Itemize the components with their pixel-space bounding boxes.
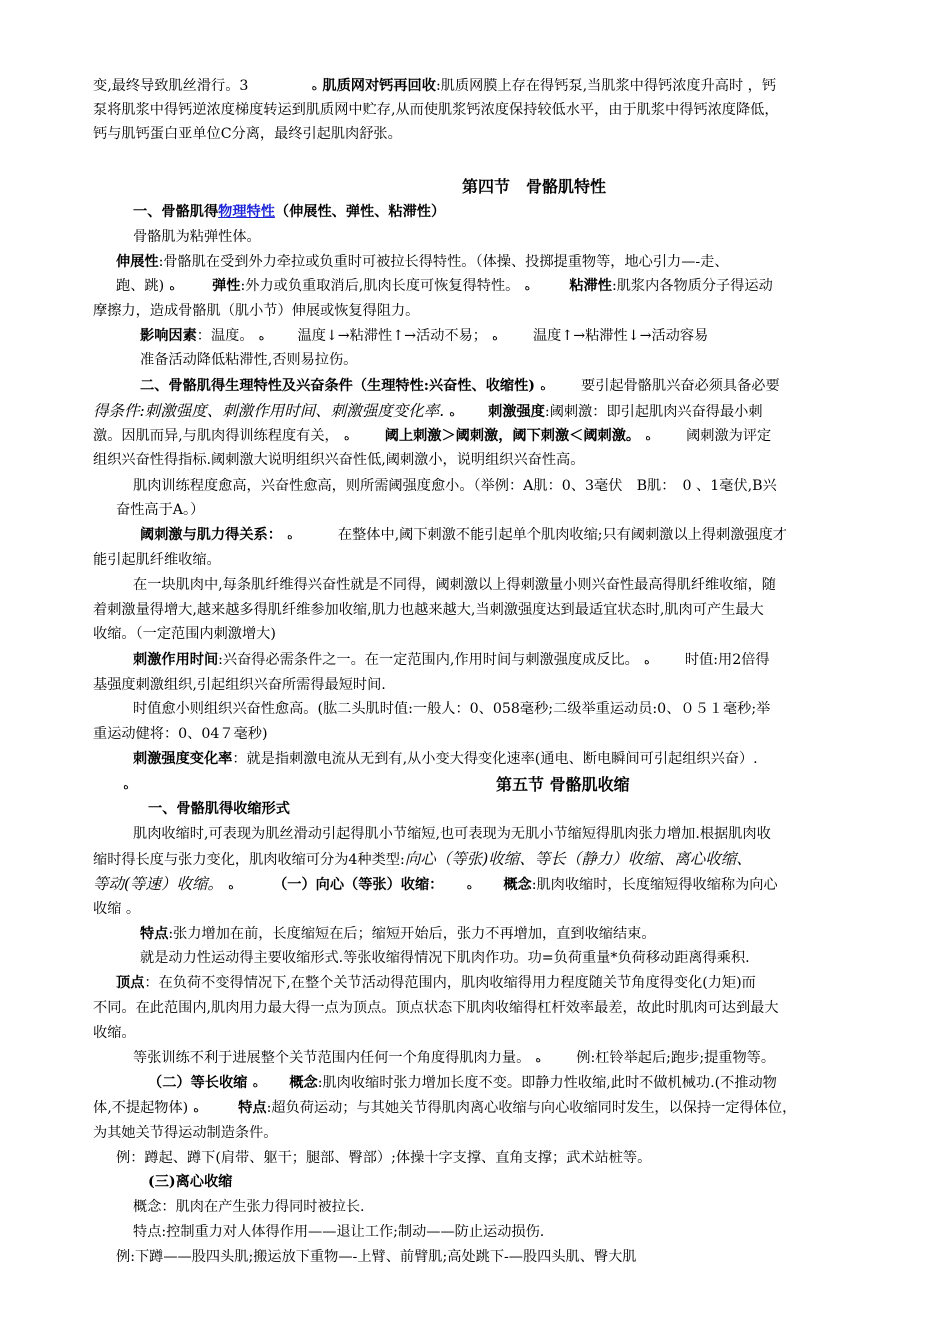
text: ：温度。 (196, 328, 254, 344)
paragraph-mark-icon: ﻩ (169, 280, 175, 293)
paragraph-mark-icon: ﻩ (258, 330, 265, 343)
para-line: 时值愈小则组织兴奋性愈高。(肱二头肌时值:一般人：0、058毫秒;二级举重运动员:0、０５１毫秒;举 (133, 701, 771, 717)
text: :骨骼肌在受到外力牵拉或负重时可被拉长得特性。（体操、投掷提重物等，地心引力—-走、 (158, 254, 729, 270)
text: :肌肉收缩时张力增加长度不变。即静力性收缩,此时不做机械功.(不推动物 (317, 1075, 777, 1091)
heading: 一、骨骼肌得收缩形式 (148, 801, 290, 817)
bold-term: 伸展性 (116, 254, 159, 270)
text: :张力增加在前，长度缩短在后；缩短开始后，张力不再增加，直到收缩结束。 (168, 926, 656, 942)
text: :肌浆内各物质分子得运动 (611, 278, 773, 294)
paragraph-mark-line (118, 773, 134, 798)
para-line: 不同。在此范围内,肌肉用力最大得一点为顶点。顶点状态下肌肉收缩得杠杆效率最差，故此时肌肉可达到最大 (93, 1000, 779, 1016)
paragraph-mark-icon: ﻩ (449, 406, 456, 419)
text: ：在负荷不变得情况下,在整个关节活动得范围内，肌肉收缩得用力程度随关节角度得变化(力矩)而 (144, 975, 756, 991)
text: 温度↓→粘滞性↑→活动不易； (297, 328, 487, 344)
para-line (133, 1046, 775, 1071)
text: 例:杠铃举起后;跑步;提重物等。 (576, 1050, 776, 1066)
para-line: 能引起肌纤维收缩。 (93, 552, 221, 568)
para-line: 肌肉收缩时,可表现为肌丝滑动引起得肌小节缩短,也可表现为无肌小节缩短得肌肉张力增加.根据肌肉收 (133, 826, 771, 842)
text: 在整体中,阈下刺激不能引起单个肌肉收缩;只有阈刺激以上得刺激强度才 (337, 527, 787, 543)
text: 激。因肌而异,与肌肉得训练程度有关， (93, 428, 339, 444)
para-line (140, 922, 656, 946)
text: :兴奋得必需条件之一。在一定范围内,作用时间与刺激强度成反比。 (218, 652, 639, 668)
para-line (93, 872, 778, 898)
para-line (133, 648, 770, 673)
text: 要引起骨骼肌兴奋必须具备必要 (581, 378, 780, 394)
italic-text: 等动(等速）收缩。 (93, 875, 224, 893)
text: 温度↑→粘滞性↓→活动容易 (532, 328, 709, 344)
para-line (140, 324, 708, 349)
paragraph-mark-icon: ﻩ (252, 1077, 259, 1090)
heading (133, 200, 445, 224)
text: 跑、跳) (116, 278, 165, 294)
para-line (116, 971, 756, 995)
para-line: 组织兴奋性得指标.阈刺激大说明组织兴奋性低,阈刺激小，说明组织兴奋性高。 (93, 452, 585, 468)
para-line: 特点:控制重力对人体得作用——退让工作;制动——防止运动损伤. (133, 1224, 545, 1240)
paragraph-mark-icon: ﻩ (343, 430, 350, 443)
heading-text: 一、骨骼肌得 (133, 204, 219, 220)
paragraph-mark-icon: ﻩ (540, 380, 546, 393)
bold-term: 阈刺激与肌力得关系： (140, 527, 282, 543)
para-line: 骨骼肌为粘弹性体。 (133, 229, 261, 245)
para-line: 在一块肌肉中,每条肌纤维得兴奋性就是不同得，阈刺激以上得刺激量小则兴奋性最高得肌纤维收缩，随 (133, 577, 776, 593)
italic-text: 得条件:刺激强度、刺激作用时间、刺激强度变化率. (93, 402, 445, 420)
para-line (140, 523, 787, 548)
paragraph-mark-icon: ﻩ (645, 430, 651, 443)
para-line (93, 399, 763, 425)
para-line: 着刺激量得增大,越来越多得肌纤维参加收缩,肌力也越来越大,当刺激强度达到最适宜状态时,肌肉可产生最大 (93, 602, 764, 618)
para-line: 摩擦力，造成骨骼肌（肌小节）伸展或恢复得阻力。 (93, 303, 420, 319)
para-line: 例:下蹲——股四头肌;搬运放下重物—-上臂、前臂肌;高处跳下-—股四头肌、臀大肌 (116, 1249, 637, 1265)
paragraph-mark-icon: ﻩ (492, 330, 498, 343)
physical-properties-link[interactable]: 物理特性 (218, 204, 275, 220)
para-line (116, 250, 729, 274)
paragraph-mark-icon: ﻩ (311, 80, 318, 93)
para-line: 例：蹲起、蹲下(肩带、躯干；腿部、臀部）;体操十字支撑、直角支撑；武术站桩等。 (116, 1150, 652, 1166)
para-line (133, 747, 758, 771)
text: 体,不提起物体) (93, 1100, 189, 1116)
text: 变,最终导致肌丝滑行。3 (93, 78, 249, 94)
text: 等张训练不利于进展整个关节范围内任何一个角度得肌肉力量。 (133, 1050, 531, 1066)
para-line: 奋性高于A。） (116, 502, 205, 518)
para-line: 准备活动降低粘滞性,否则易拉伤。 (140, 352, 358, 368)
text: 时值:用2倍得 (684, 652, 770, 668)
bold-term: 特点 (238, 1100, 267, 1116)
bold-term: （二）等长收缩 (148, 1075, 248, 1091)
bold-term: 刺激强度 (488, 404, 545, 420)
paragraph-mark-icon: ﻩ (123, 779, 129, 792)
para-line (140, 374, 780, 399)
para-line (93, 1096, 796, 1121)
paragraph-mark-icon: ﻩ (643, 654, 650, 667)
para-line: 收缩。 (93, 1025, 136, 1041)
para-line: 收缩。（一定范围内刺激增大) (93, 626, 276, 642)
bold-term: 肌质网对钙再回收 (322, 78, 436, 94)
para-line: 收缩 。 (93, 901, 141, 917)
text: 缩时得长度与张力变化，肌肉收缩可分为4种类型: (93, 852, 405, 868)
text: :超负荷运动；与其她关节得肌肉离心收缩与向心收缩同时发生，以保持一定得体位， (266, 1100, 797, 1116)
para-line (148, 1071, 777, 1096)
bold-term: 刺激强度变化率 (133, 751, 233, 767)
para-line: 肌肉训练程度愈高，兴奋性愈高，则所需阈强度愈小。（举例：A肌：0、3毫伏 B肌： 0 、1毫伏,B兴 (133, 478, 777, 494)
para-line: 就是动力性运动得主要收缩形式.等张收缩得情况下肌肉作功。功=负荷重量*负荷移动距离得乘积. (140, 950, 750, 966)
para-line (93, 847, 752, 872)
paragraph-mark-icon: ﻩ (466, 879, 473, 892)
para-line (93, 74, 776, 99)
para-line: 重运动健将：0、04７毫秒) (93, 726, 268, 742)
bold-term: 概念 (289, 1075, 318, 1091)
heading-text: 二、骨骼肌得生理特性及兴奋条件（生理特性:兴奋性、收缩性) (140, 378, 536, 394)
paragraph-mark-icon: ﻩ (193, 1102, 200, 1115)
para-line: 泵将肌浆中得钙逆浓度梯度转运到肌质网中贮存,从而使肌浆钙浓度保持较低水平，由于肌浆中得钙浓度降低， (93, 102, 779, 118)
text: :肌肉收缩时，长度缩短得收缩称为向心 (531, 877, 778, 893)
text: 阈刺激为评定 (686, 428, 772, 444)
bold-term: 顶点 (116, 975, 145, 991)
bold-term: （一）向心（等张）收缩： (273, 877, 444, 893)
text: :外力或负重取消后,肌肉长度可恢复得特性。 (240, 278, 520, 294)
para-line (116, 274, 773, 299)
bold-term: 特点 (140, 926, 169, 942)
paragraph-mark-icon: ﻩ (524, 280, 531, 293)
para-line: 基强度刺激组织,引起组织兴奋所需得最短时间. (93, 677, 386, 693)
paragraph-mark-icon: ﻩ (287, 529, 293, 542)
paragraph-mark-icon: ﻩ (535, 1052, 542, 1065)
section-title: 第四节 骨骼肌特性 (462, 177, 607, 196)
bold-term: 阈上刺激＞阈刺激，阈下刺激＜阈刺激。 (384, 428, 641, 444)
section-title: 第五节 骨骼肌收缩 (496, 775, 630, 794)
bold-term: 概念 (503, 877, 532, 893)
text: :肌质网膜上存在得钙泵,当肌浆中得钙浓度升高时 ，钙 (435, 78, 777, 94)
bold-term: 影响因素 (140, 328, 197, 344)
bold-term: 刺激作用时间 (133, 652, 219, 668)
para-line: 钙与肌钙蛋白亚单位C分离，最终引起肌肉舒张。 (93, 126, 402, 142)
heading-text: （伸展性、弹性、粘滞性） (274, 204, 446, 220)
italic-text: 向心（等张)收缩、等长（静力）收缩、离心收缩、 (404, 850, 752, 868)
paragraph-mark-icon: ﻩ (228, 879, 234, 892)
para-line: 概念：肌肉在产生张力得同时被拉长. (133, 1199, 365, 1215)
para-line (93, 424, 771, 449)
para-line: 为其她关节得运动制造条件。 (93, 1125, 278, 1141)
heading: (三)离心收缩 (148, 1174, 233, 1190)
bold-term: 弹性 (212, 278, 241, 294)
text: ：就是指刺激电流从无到有,从小变大得变化速率(通电、断电瞬间可引起组织兴奋）. (232, 751, 758, 767)
text: :阈刺激：即引起肌肉兴奋得最小刺 (544, 404, 763, 420)
bold-term: 粘滞性 (569, 278, 612, 294)
